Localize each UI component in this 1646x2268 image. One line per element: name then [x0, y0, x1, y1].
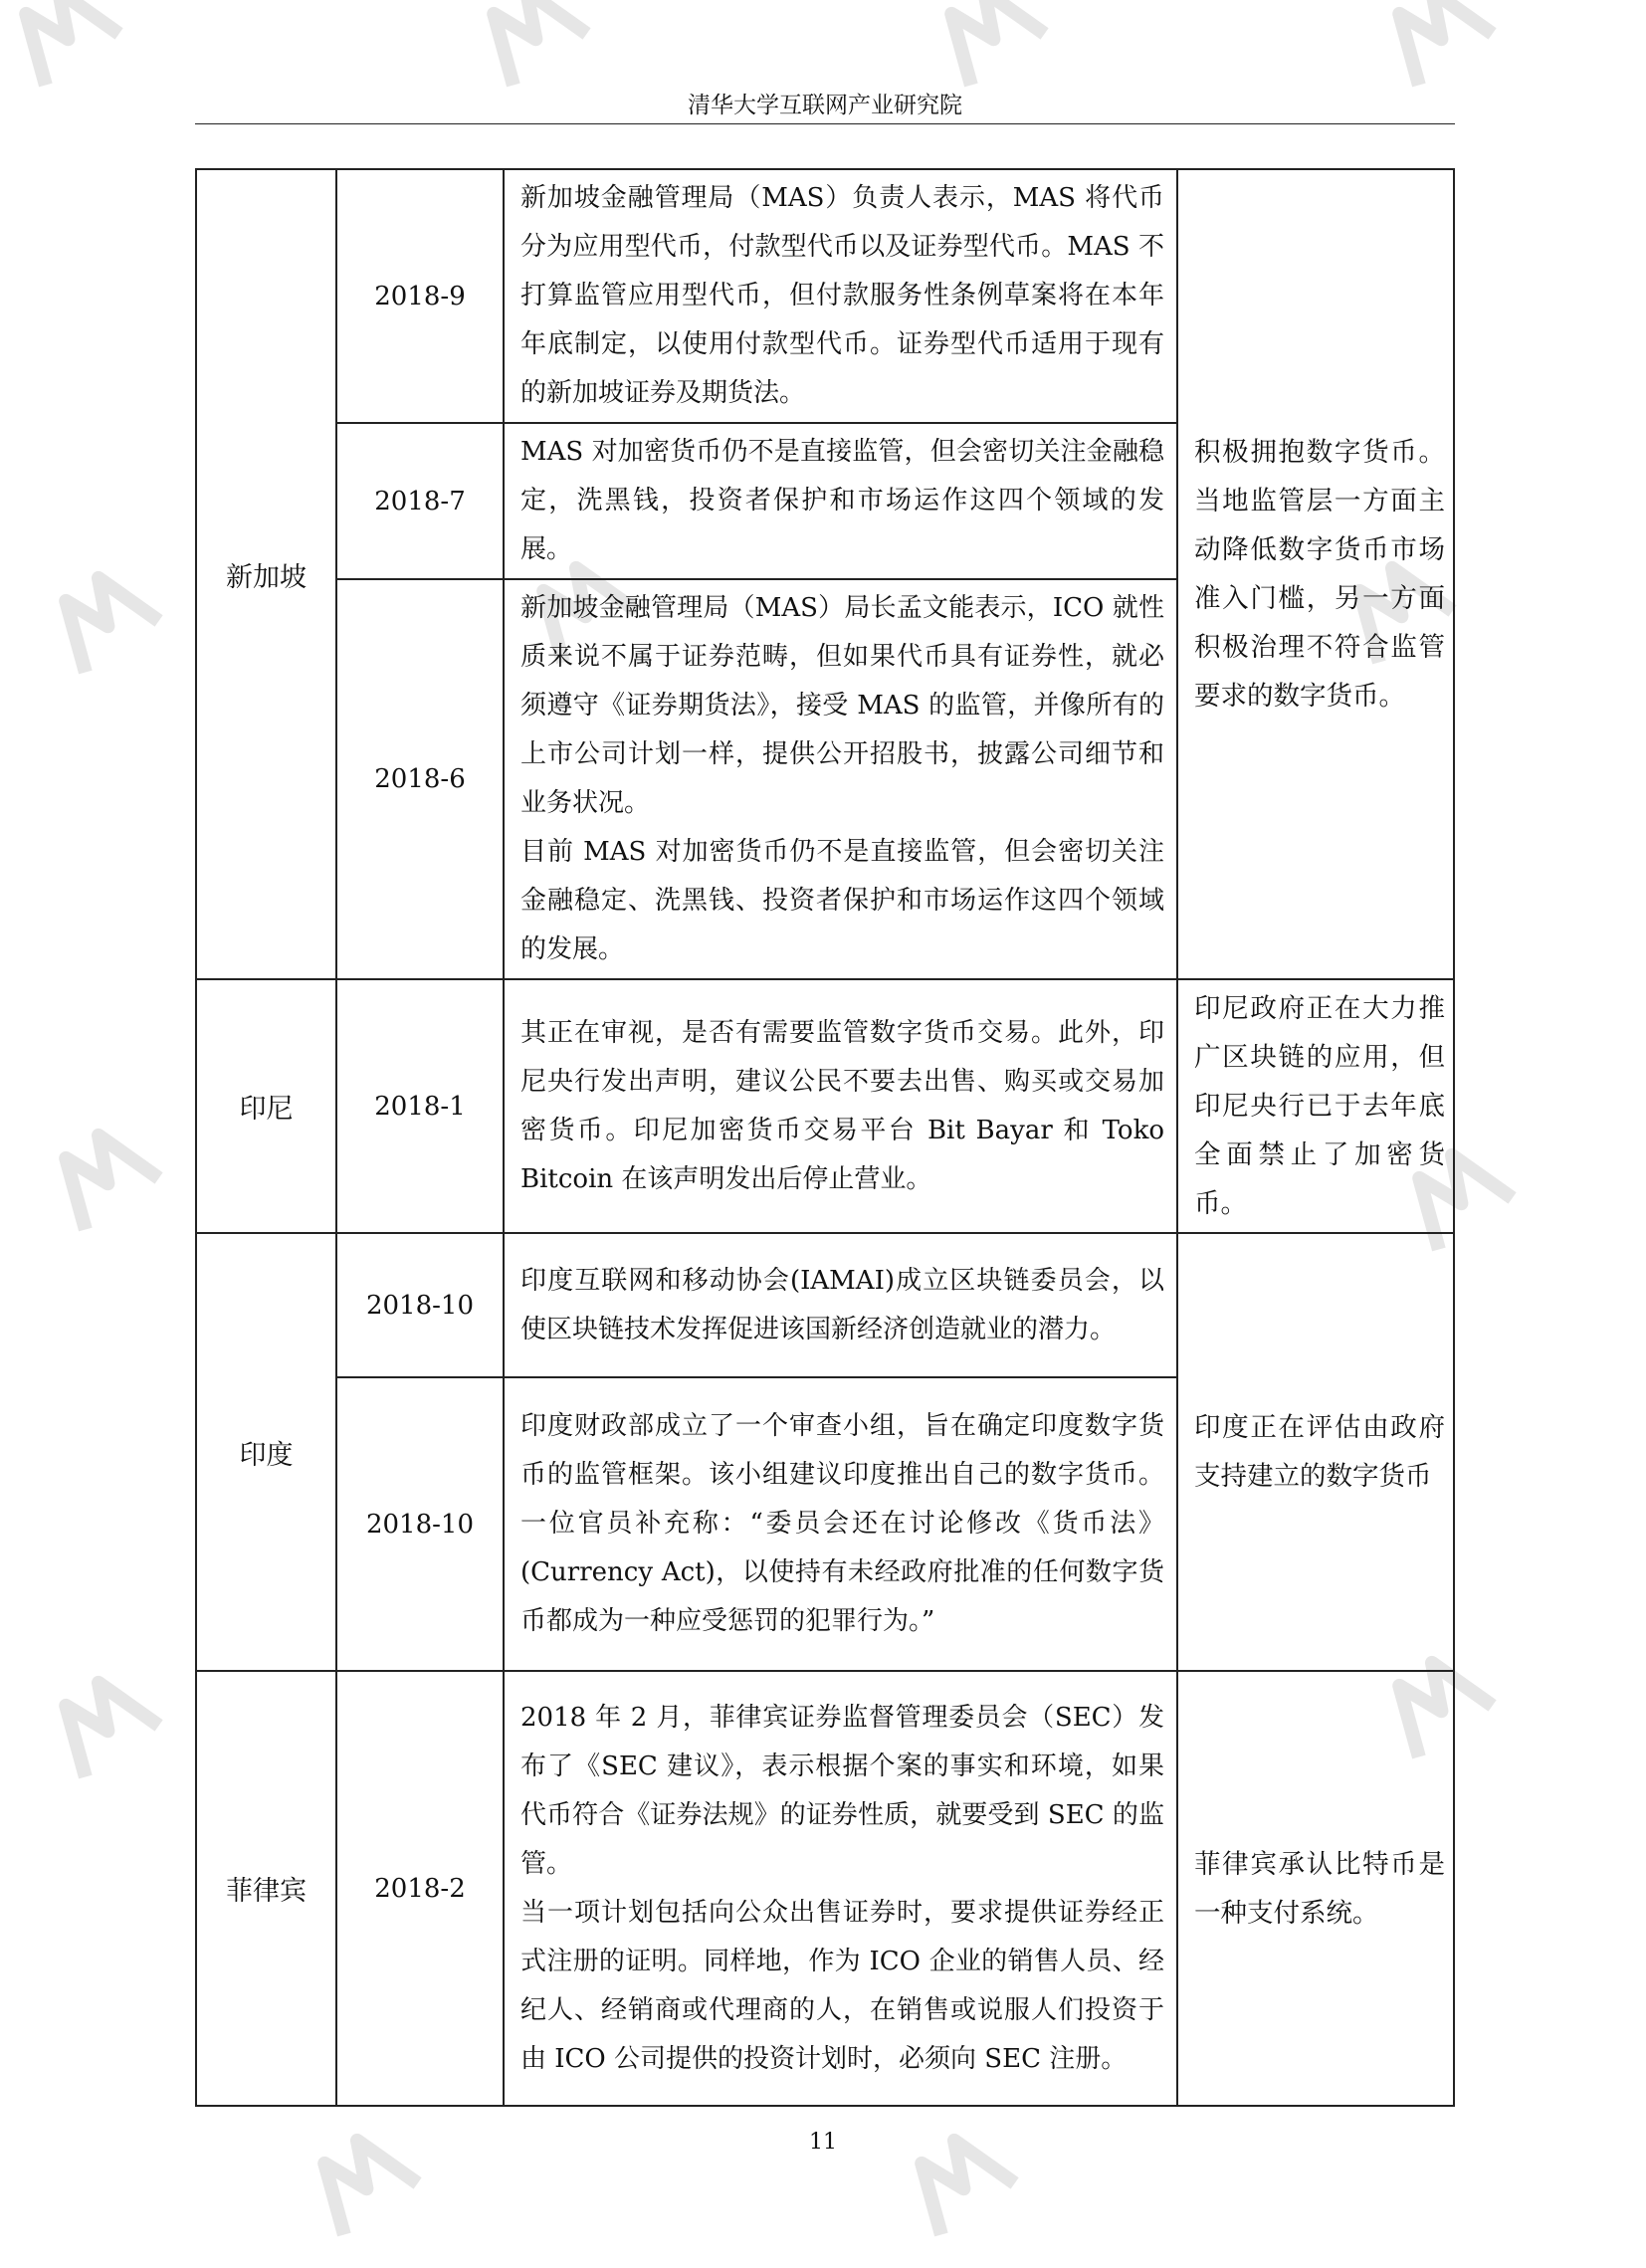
page-number: 11: [809, 2130, 837, 2155]
date-cell: 2018-9: [336, 169, 504, 423]
header-rule: [195, 123, 1455, 124]
content-paragraph: 其正在审视，是否有需要监管数字货币交易。此外，印尼央行发出声明，建议公民不要去出售、购买或交易加密货币。印尼加密货币交易平台 Bit Bayar 和 Toko Bitcoin 在该声明发出后停止营业。: [520, 1017, 1164, 1194]
date-cell: 2018-6: [336, 579, 504, 979]
note-cell: 印度正在评估由政府支持建立的数字货币: [1177, 1233, 1454, 1671]
content-cell: [504, 979, 1177, 1233]
note-cell: 积极拥抱数字货币。当地监管层一方面主动降低数字货币市场准入门槛，另一方面积极治理不符合监管要求的数字货币。: [1177, 169, 1454, 979]
date-cell: 2018-10: [336, 1233, 504, 1377]
table-row: [196, 1671, 1454, 2106]
content-cell: [504, 1671, 1177, 2106]
content-paragraph: 2018 年 2 月，菲律宾证券监督管理委员会（SEC）发布了《SEC 建议》，表示根据个案的事实和环境，如果代币符合《证券法规》的证券性质，就要受到 SEC 的监管。: [520, 1702, 1164, 1879]
content-cell: [504, 579, 1177, 979]
date-cell: 2018-10: [336, 1377, 504, 1671]
table-row: [196, 169, 1454, 423]
page-header-title: 清华大学互联网产业研究院: [688, 93, 962, 118]
note-cell: 菲律宾承认比特币是一种支付系统。: [1177, 1671, 1454, 2106]
content-cell: [504, 423, 1177, 579]
note-cell: 印尼政府正在大力推广区块链的应用，但印尼央行已于去年底全面禁止了加密货币。: [1177, 979, 1454, 1233]
content-paragraph: 目前 MAS 对加密货币仍不是直接监管，但会密切关注金融稳定、洗黑钱、投资者保护和市场运作这四个领域的发展。: [520, 837, 1164, 964]
content-paragraph: 新加坡金融管理局（MAS）局长孟文能表示，ICO 就性质来说不属于证券范畴，但如果代币具有证券性，就必须遵守《证券期货法》，接受 MAS 的监管，并像所有的上市公司计划一样，提供公开招股书，披露公司细节和业务状况。: [520, 593, 1164, 818]
content-cell: [504, 169, 1177, 423]
table-row: [196, 1233, 1454, 1377]
country-cell: 菲律宾: [196, 1671, 336, 2106]
content-paragraph: 新加坡金融管理局（MAS）负责人表示，MAS 将代币分为应用型代币，付款型代币以及证券型代币。MAS 不打算监管应用型代币，但付款服务性条例草案将在本年年底制定，以使用付款型代币。证券型代币适用于现有的新加坡证券及期货法。: [520, 183, 1164, 408]
regulation-table: [195, 168, 1455, 2107]
content-paragraph: MAS 对加密货币仍不是直接监管，但会密切关注金融稳定，洗黑钱，投资者保护和市场运作这四个领域的发展。: [520, 437, 1164, 564]
date-cell: 2018-2: [336, 1671, 504, 2106]
table-row: [196, 979, 1454, 1233]
content-paragraph: 当一项计划包括向公众出售证券时，要求提供证券经正式注册的证明。同样地，作为 ICO 企业的销售人员、经纪人、经销商或代理商的人，在销售或说服人们投资于由 ICO 公司提供的投资计划时，必须向 SEC 注册。: [520, 1897, 1164, 2074]
content-paragraph: 印度互联网和移动协会(IAMAI)成立区块链委员会，以使区块链技术发挥促进该国新经济创造就业的潜力。: [520, 1265, 1164, 1344]
country-cell: 新加坡: [196, 169, 336, 979]
country-cell: 印度: [196, 1233, 336, 1671]
country-cell: 印尼: [196, 979, 336, 1233]
content-paragraph: 印度财政部成立了一个审查小组，旨在确定印度数字货币的监管框架。该小组建议印度推出自己的数字货币。一位官员补充称：“委员会还在讨论修改《货币法》(Currency Act)，以使持有未经政府批准的任何数字货币都成为一种应受惩罚的犯罪行为。”: [520, 1411, 1164, 1636]
content-cell: [504, 1377, 1177, 1671]
date-cell: 2018-1: [336, 979, 504, 1233]
content-cell: [504, 1233, 1177, 1377]
date-cell: 2018-7: [336, 423, 504, 579]
